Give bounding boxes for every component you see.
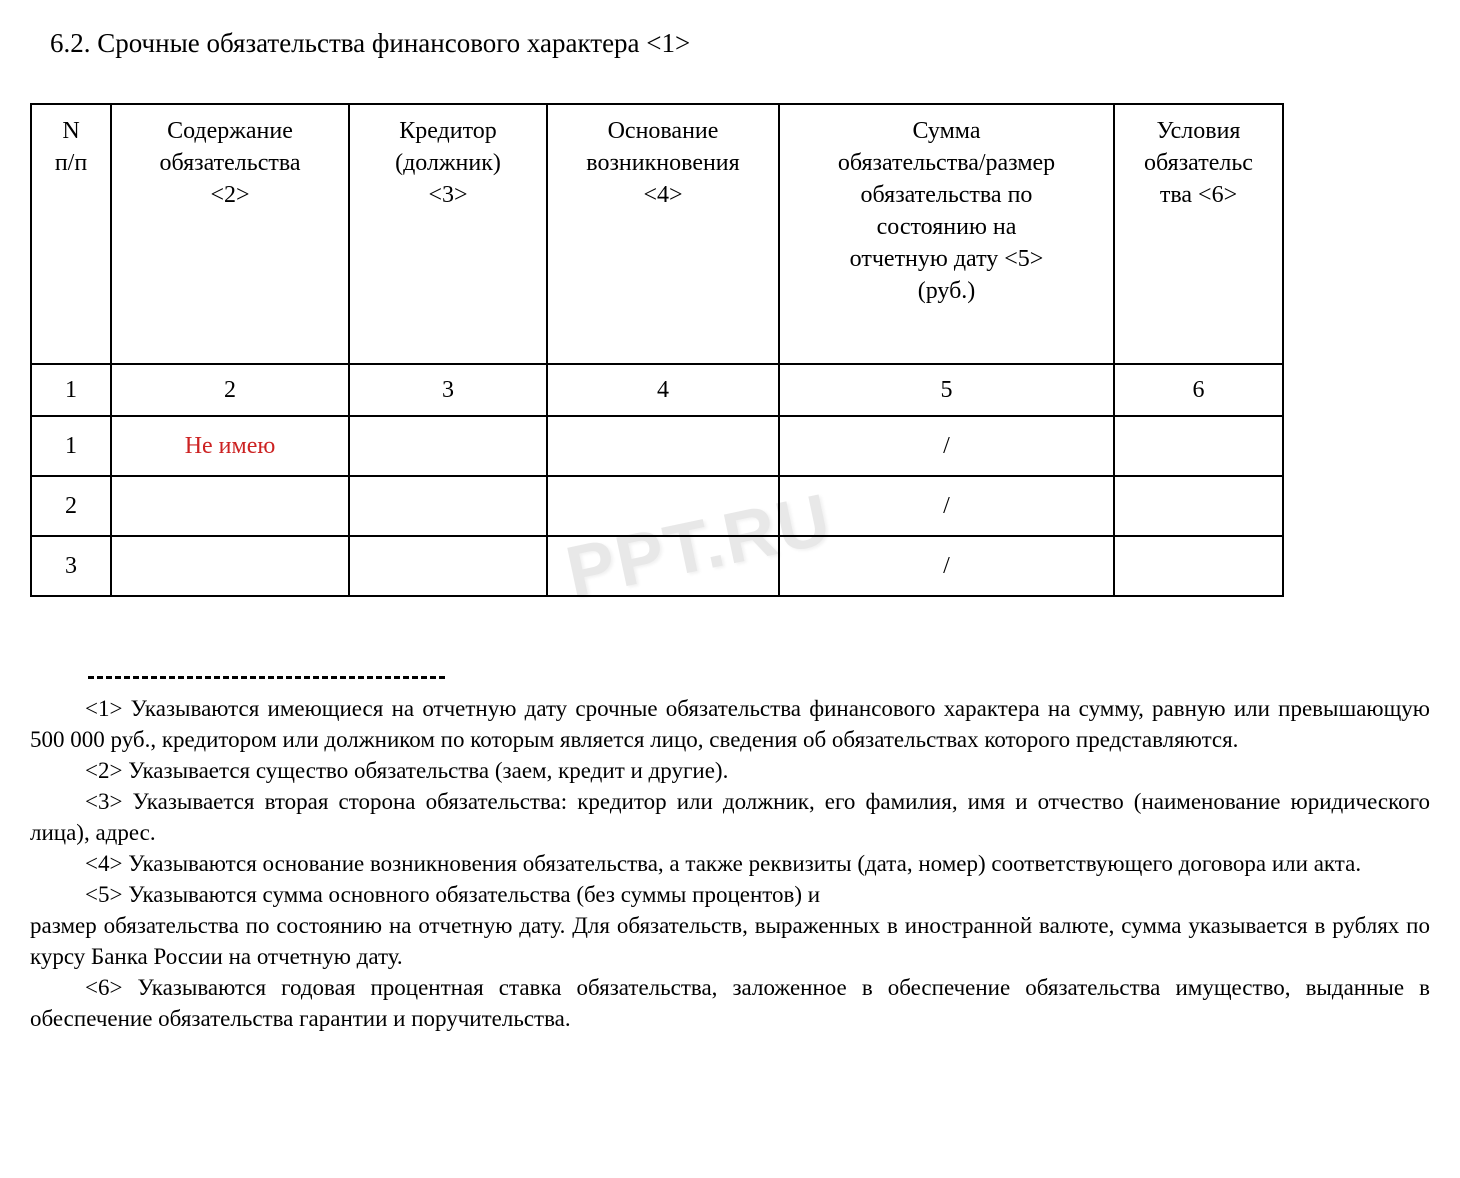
column-number-label: 1 bbox=[31, 364, 111, 416]
table-row bbox=[31, 416, 1283, 476]
cell-sum[interactable]: / bbox=[779, 416, 1114, 476]
cell-row-number: 1 bbox=[31, 416, 111, 476]
header-line: п/п bbox=[54, 150, 88, 176]
column-number-label: 6 bbox=[1114, 364, 1283, 416]
header-line: (руб.) bbox=[917, 278, 976, 304]
header-cell-content bbox=[111, 104, 349, 364]
table-header-row bbox=[31, 104, 1283, 364]
cell-obligation-content[interactable] bbox=[111, 536, 349, 596]
header-line: отчетную дату <5> bbox=[849, 246, 1044, 272]
header-line: обязательства по bbox=[860, 182, 1033, 208]
watermark-ppt-ru: PPT.RU bbox=[559, 479, 839, 613]
cell-creditor[interactable] bbox=[349, 416, 547, 476]
cell-row-number: 2 bbox=[31, 476, 111, 536]
cell-conditions[interactable] bbox=[1114, 536, 1283, 596]
obligation-content-value: Не имею bbox=[184, 433, 276, 459]
header-line: возникновения bbox=[586, 150, 740, 176]
footnote-3: <3> Указывается вторая сторона обязательства: кредитор или должник, его фамилия, имя и отчество (наименование юридического лица), адрес. bbox=[30, 789, 1430, 845]
footnote-4: <4> Указываются основание возникновения обязательства, а также реквизиты (дата, номер) соответствующего договора или акта. bbox=[85, 851, 1362, 876]
cell-creditor[interactable] bbox=[349, 536, 547, 596]
header-line: (должник) bbox=[395, 150, 501, 176]
cell-basis[interactable] bbox=[547, 536, 779, 596]
header-line: <2> bbox=[210, 182, 250, 208]
header-cell-creditor bbox=[349, 104, 547, 364]
column-number-label: 4 bbox=[547, 364, 779, 416]
footnote-2: <2> Указывается существо обязательства (заем, кредит и другие). bbox=[85, 758, 729, 783]
table-column-numbering-row bbox=[31, 364, 1283, 416]
header-line: Условия bbox=[1156, 118, 1241, 144]
footnote-5: <5> Указываются сумма основного обязательства (без суммы процентов) и bbox=[85, 882, 821, 907]
footnotes-separator bbox=[88, 676, 445, 679]
cell-basis[interactable] bbox=[547, 416, 779, 476]
column-number-label: 5 bbox=[779, 364, 1114, 416]
footnote-5-continuation: размер обязательства по состоянию на отчетную дату. Для обязательств, выраженных в иностранной валюте, сумма указывается в рублях по курсу Банка России на отчетную дату. bbox=[30, 913, 1430, 969]
cell-sum[interactable]: / bbox=[779, 536, 1114, 596]
footnote-1: <1> Указываются имеющиеся на отчетную дату срочные обязательства финансового характера на сумму, равную или превышающую 500 000 руб., кредитором или должником по которым является лицо, сведения об обязательствах которого представляются. bbox=[30, 696, 1430, 752]
header-line: N bbox=[62, 118, 80, 144]
cell-obligation-content[interactable] bbox=[111, 416, 349, 476]
column-number-label: 2 bbox=[111, 364, 349, 416]
header-cell-conditions bbox=[1114, 104, 1283, 364]
header-line: обязательс bbox=[1144, 150, 1253, 176]
header-line: состоянию на bbox=[876, 214, 1017, 240]
cell-conditions[interactable] bbox=[1114, 416, 1283, 476]
header-line: <4> bbox=[643, 182, 683, 208]
header-cell-sum bbox=[779, 104, 1114, 364]
header-cell-number bbox=[31, 104, 111, 364]
obligations-table-container bbox=[30, 103, 1282, 597]
header-line: Содержание bbox=[167, 118, 293, 144]
header-line: обязательства bbox=[159, 150, 301, 176]
header-line: Кредитор bbox=[399, 118, 497, 144]
table-row bbox=[31, 536, 1283, 596]
obligations-table bbox=[30, 103, 1284, 597]
header-line: тва <6> bbox=[1159, 182, 1238, 208]
page-title: 6.2. Срочные обязательства финансового характера <1> bbox=[50, 28, 691, 58]
footnotes-section bbox=[30, 676, 1430, 1034]
cell-conditions[interactable] bbox=[1114, 476, 1283, 536]
cell-row-number: 3 bbox=[31, 536, 111, 596]
cell-basis[interactable] bbox=[547, 476, 779, 536]
header-line: обязательства/размер bbox=[837, 150, 1056, 176]
column-number-label: 3 bbox=[349, 364, 547, 416]
header-line: <3> bbox=[428, 182, 468, 208]
table-row bbox=[31, 476, 1283, 536]
cell-obligation-content[interactable] bbox=[111, 476, 349, 536]
header-line: Сумма bbox=[912, 118, 981, 144]
cell-sum[interactable]: / bbox=[779, 476, 1114, 536]
cell-creditor[interactable] bbox=[349, 476, 547, 536]
header-line: Основание bbox=[607, 118, 719, 144]
header-cell-basis bbox=[547, 104, 779, 364]
footnote-6: <6> Указываются годовая процентная ставка обязательства, заложенное в обеспечение обязательства имущество, выданные в обеспечение обязательства гарантии и поручительства. bbox=[30, 975, 1430, 1031]
